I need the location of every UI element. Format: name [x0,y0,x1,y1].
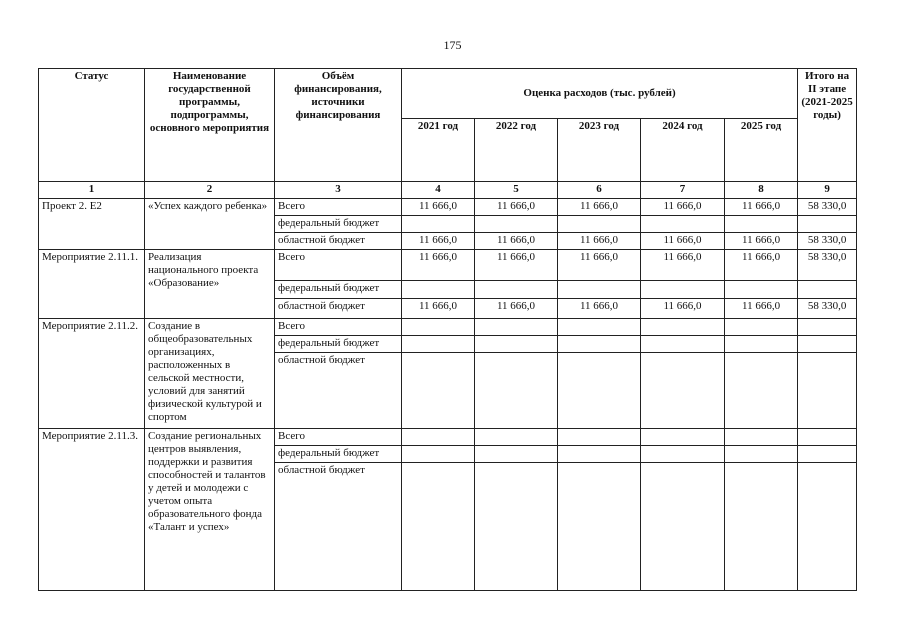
value-cell: 11 666,0 [725,233,798,250]
value-cell [558,216,641,233]
column-number: 7 [641,182,725,199]
source-cell: Всего [275,250,402,281]
value-cell [641,216,725,233]
value-cell [475,353,558,429]
value-cell [558,353,641,429]
status-cell: Мероприятие 2.11.3. [39,429,145,591]
value-cell: 11 666,0 [475,250,558,281]
total-cell: 58 330,0 [798,233,857,250]
header-volume: Объём финансирования, источники финансирования [275,69,402,182]
source-cell: федеральный бюджет [275,446,402,463]
value-cell [725,281,798,299]
table-row [39,319,857,336]
source-cell: Всего [275,429,402,446]
column-number-row [39,182,857,199]
total-cell: 58 330,0 [798,250,857,281]
table-row [39,250,857,281]
value-cell [558,429,641,446]
value-cell: 11 666,0 [475,233,558,250]
value-cell [641,319,725,336]
source-cell: областной бюджет [275,353,402,429]
source-cell: федеральный бюджет [275,281,402,299]
status-cell: Мероприятие 2.11.1. [39,250,145,319]
value-cell: 11 666,0 [641,250,725,281]
name-cell: «Успех каждого ребенка» [145,199,275,250]
value-cell [641,429,725,446]
value-cell: 11 666,0 [402,199,475,216]
value-cell: 11 666,0 [725,199,798,216]
value-cell [558,463,641,591]
name-cell: Создание в общеобразовательных организациях, расположенных в сельской местности, условий для занятий физической культурой и спортом [145,319,275,429]
value-cell [558,319,641,336]
value-cell [402,336,475,353]
header-estimate: Оценка расходов (тыс. рублей) [402,69,798,119]
value-cell [641,281,725,299]
value-cell [475,429,558,446]
value-cell [475,319,558,336]
value-cell [402,463,475,591]
value-cell [558,446,641,463]
header-year-2022: 2022 год [475,119,558,182]
value-cell [558,336,641,353]
value-cell: 11 666,0 [558,199,641,216]
total-cell [798,463,857,591]
total-cell [798,353,857,429]
value-cell: 11 666,0 [641,199,725,216]
value-cell [402,216,475,233]
table-row [39,429,857,446]
value-cell [641,463,725,591]
value-cell [725,429,798,446]
column-number: 9 [798,182,857,199]
value-cell [475,336,558,353]
name-cell: Создание региональных центров выявления, поддержки и развития способностей и талантов у детей и молодежи с учетом опыта образовательного фонда «Талант и успех» [145,429,275,591]
value-cell [475,463,558,591]
header-year-2024: 2024 год [641,119,725,182]
status-cell: Проект 2. Е2 [39,199,145,250]
value-cell [725,216,798,233]
column-number: 3 [275,182,402,199]
name-cell: Реализация национального проекта «Образование» [145,250,275,319]
value-cell [475,216,558,233]
value-cell: 11 666,0 [725,299,798,319]
source-cell: областной бюджет [275,233,402,250]
value-cell: 11 666,0 [402,233,475,250]
source-cell: федеральный бюджет [275,216,402,233]
value-cell [402,446,475,463]
value-cell [475,281,558,299]
value-cell [402,319,475,336]
value-cell [641,353,725,429]
value-cell: 11 666,0 [475,199,558,216]
value-cell [725,336,798,353]
value-cell [725,353,798,429]
status-cell: Мероприятие 2.11.2. [39,319,145,429]
value-cell [402,429,475,446]
value-cell [402,353,475,429]
total-cell: 58 330,0 [798,199,857,216]
value-cell: 11 666,0 [558,233,641,250]
value-cell: 11 666,0 [725,250,798,281]
value-cell: 11 666,0 [558,299,641,319]
total-cell [798,216,857,233]
value-cell [725,446,798,463]
value-cell [475,446,558,463]
header-status: Статус [39,69,145,182]
value-cell: 11 666,0 [641,299,725,319]
value-cell [641,446,725,463]
value-cell [641,336,725,353]
source-cell: Всего [275,319,402,336]
value-cell [558,281,641,299]
header-name: Наименование государственной программы, подпрограммы, основного мероприятия [145,69,275,182]
column-number: 4 [402,182,475,199]
budget-table [38,68,857,591]
header-total: Итого на II этапе (2021-2025 годы) [798,69,857,182]
value-cell: 11 666,0 [475,299,558,319]
value-cell [725,463,798,591]
page-number: 175 [443,38,462,52]
value-cell [725,319,798,336]
source-cell: областной бюджет [275,299,402,319]
source-cell: федеральный бюджет [275,336,402,353]
column-number: 8 [725,182,798,199]
total-cell [798,319,857,336]
total-cell [798,336,857,353]
header-year-2021: 2021 год [402,119,475,182]
column-number: 6 [558,182,641,199]
column-number: 2 [145,182,275,199]
column-number: 5 [475,182,558,199]
value-cell [402,281,475,299]
header-year-2023: 2023 год [558,119,641,182]
value-cell: 11 666,0 [402,299,475,319]
total-cell [798,446,857,463]
value-cell: 11 666,0 [558,250,641,281]
column-number: 1 [39,182,145,199]
table-row [39,199,857,216]
total-cell [798,429,857,446]
value-cell: 11 666,0 [641,233,725,250]
total-cell: 58 330,0 [798,299,857,319]
total-cell [798,281,857,299]
source-cell: Всего [275,199,402,216]
header-year-2025: 2025 год [725,119,798,182]
value-cell: 11 666,0 [402,250,475,281]
source-cell: областной бюджет [275,463,402,591]
